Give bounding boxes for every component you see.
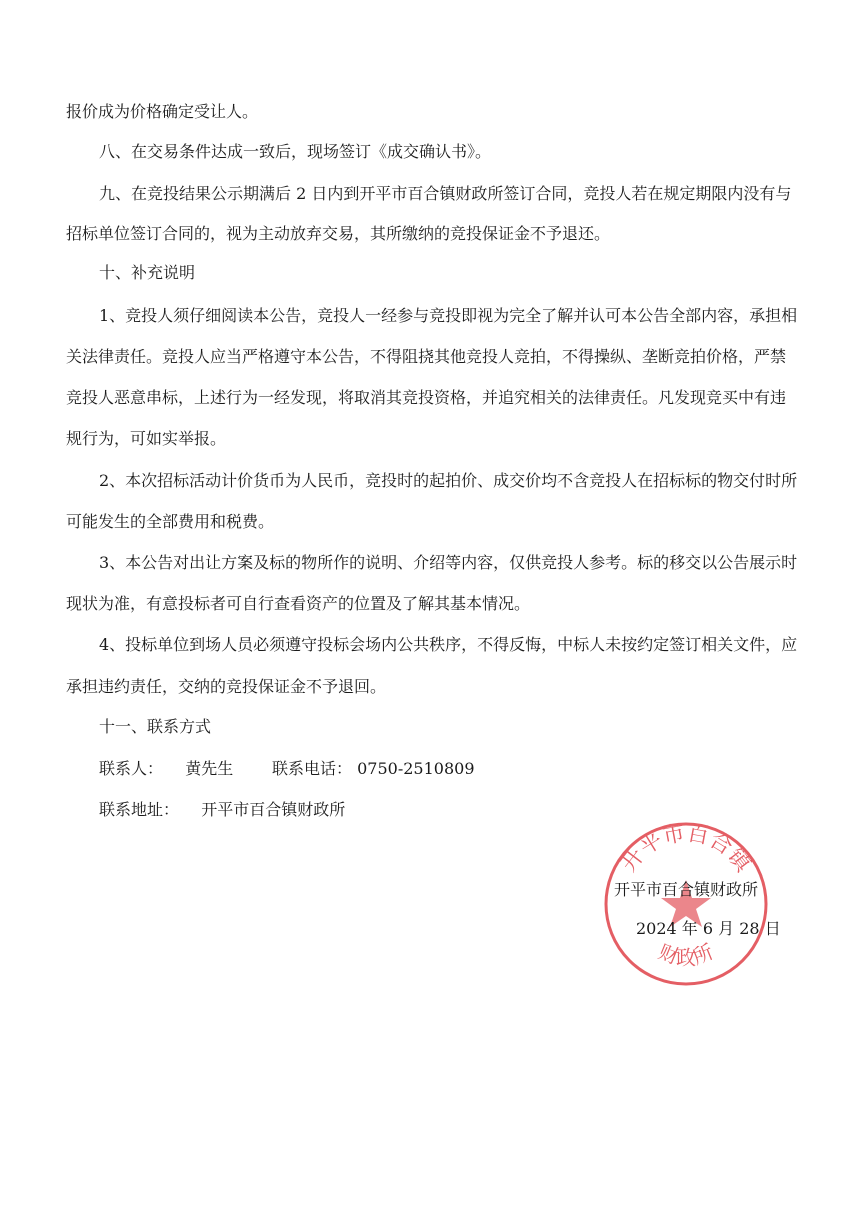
paragraph-line: 关法律责任。竞投人应当严格遵守本公告，不得阻挠其他竞投人竞拍，不得操纵、垄断竞拍价格，严禁: [66, 347, 787, 366]
official-seal: [602, 820, 770, 988]
contact-person-row: [99, 757, 233, 781]
svg-text:开平市百合镇: [617, 821, 757, 878]
contact-address-label: 联系地址：: [99, 800, 180, 819]
paragraph-line: 报价成为价格确定受让人。: [66, 102, 259, 121]
section-10-heading: 十、补充说明: [99, 263, 196, 282]
paragraph-line: 现状为准，有意投标者可自行查看资产的位置及了解其基本情况。: [66, 594, 531, 613]
section-11-heading: 十一、联系方式: [99, 717, 212, 736]
item-2-text: 2、本次招标活动计价货币为人民币，竞投时的起拍价、成交价均不含竞投人在招标标的物交付时所: [99, 471, 798, 490]
paragraph-line: 承担违约责任，交纳的竞投保证金不予退回。: [66, 677, 387, 696]
signature-organization: 开平市百合镇财政所: [614, 880, 759, 899]
item-3-text: 3、本公告对出让方案及标的物所作的说明、介绍等内容，仅供竞投人参考。标的移交以公告展示时: [99, 553, 798, 572]
item-4-text: 4、投标单位到场人员必须遵守投标会场内公共秩序，不得反悔，中标人未按约定签订相关文件，应: [99, 635, 798, 654]
paragraph-line: 可能发生的全部费用和税费。: [66, 512, 275, 531]
paragraph-line: 招标单位签订合同的，视为主动放弃交易，其所缴纳的竞投保证金不予退还。: [66, 224, 611, 243]
section-8-text: 八、在交易条件达成一致后，现场签订《成交确认书》。: [99, 142, 492, 161]
paragraph-line: 竞投人恶意串标，上述行为一经发现，将取消其竞投资格，并追究相关的法律责任。凡发现竞买中有违: [66, 388, 787, 407]
seal-top-text: 开平市百合镇: [616, 820, 756, 877]
contact-phone-label: 联系电话：: [272, 759, 353, 778]
paragraph-line: 规行为，可如实举报。: [66, 429, 227, 448]
contact-address-row: [99, 798, 345, 822]
signature-date: 2024 年 6 月 28 日: [636, 919, 781, 938]
section-9-text: 九、在竞投结果公示期满后 2 日内到开平市百合镇财政所签订合同，竞投人若在规定期限内没有与: [99, 184, 792, 203]
contact-person-name: 黄先生: [185, 759, 234, 778]
seal-bottom-text: 财政所: [655, 939, 717, 970]
contact-phone-number: 0750-2510809: [357, 759, 475, 778]
contact-address-text: 开平市百合镇财政所: [201, 800, 346, 819]
item-1-text: 1、竞投人须仔细阅读本公告，竞投人一经参与竞投即视为完全了解并认可本公告全部内容，承担相: [99, 306, 798, 325]
svg-text:财政所: [655, 939, 716, 969]
contact-person-label: 联系人：: [99, 759, 164, 778]
contact-phone-row: [272, 757, 475, 781]
